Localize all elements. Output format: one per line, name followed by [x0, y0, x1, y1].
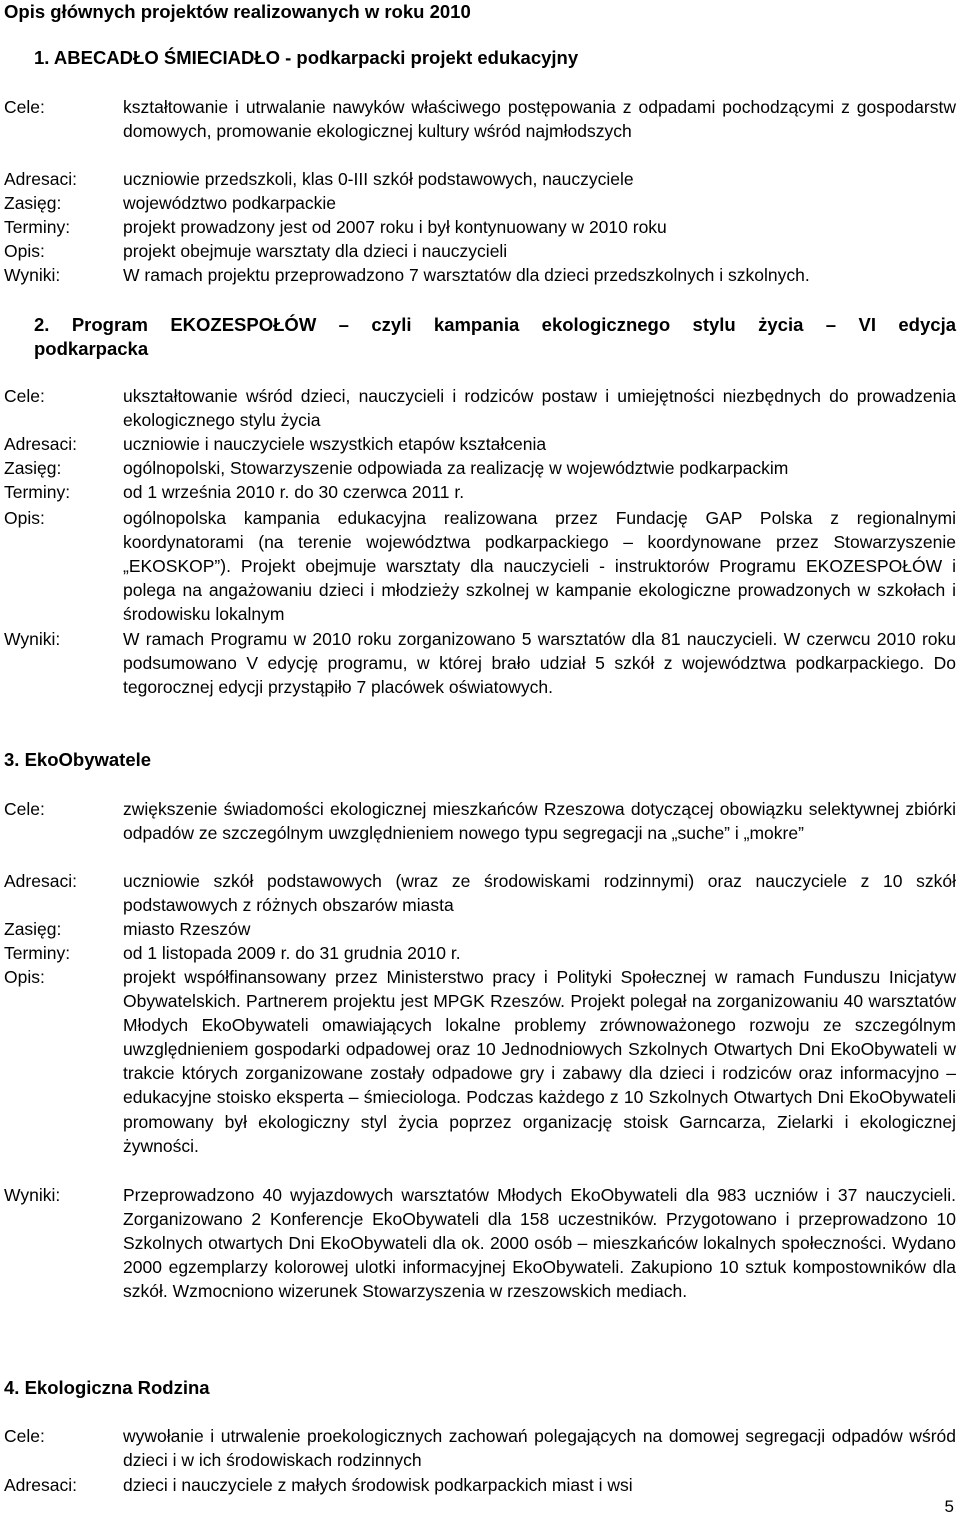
field-opis — [4, 239, 956, 263]
field-wyniki — [4, 627, 956, 699]
field-terminy — [4, 215, 956, 239]
field-value: województwo podkarpackie — [123, 193, 337, 213]
field-label: Zasięg: — [4, 193, 62, 213]
field-value: projekt prowadzony jest od 2007 roku i był kontynuowany w 2010 roku — [123, 217, 667, 237]
section-heading-1: 1. ABECADŁO ŚMIECIADŁO - podkarpacki projekt edukacyjny — [34, 47, 579, 68]
field-label: Opis: — [4, 508, 45, 528]
field-label: Adresaci: — [4, 169, 77, 189]
field-value: ogólnopolska kampania edukacyjna realizowana przez Fundację GAP Polska z regionalnymi koordynatorami (na terenie województwa podkarpackiego – koordynowane przez Stowarzyszenie „EKOSKOP”). Projekt obejmuje warsztaty dla nauczycieli - instruktorów Programu EKOZESPOŁÓW i polega na angażowaniu dzieci i młodzieży szkolnej w kampanie ekologiczne prowadzonych w szkołach i środowisku lokalnym — [123, 508, 956, 625]
field-opis — [4, 965, 956, 1158]
field-label: Wyniki: — [4, 1185, 61, 1205]
field-label: Terminy: — [4, 482, 71, 502]
field-label: Opis: — [4, 241, 45, 261]
field-value: uczniowie i nauczyciele wszystkich etapów kształcenia — [123, 434, 547, 454]
field-value: dzieci i nauczyciele z małych środowisk podkarpackich miast i wsi — [123, 1475, 633, 1495]
field-label: Terminy: — [4, 943, 71, 963]
field-label: Cele: — [4, 799, 45, 819]
field-cele — [4, 95, 956, 143]
section-heading-4: 4. Ekologiczna Rodzina — [4, 1377, 210, 1398]
field-value: W ramach Programu w 2010 roku zorganizowano 5 warsztatów dla 81 nauczycieli. W czerwcu 2010 roku podsumowano V edycję programu, w której brało udział 5 szkół z województwa podkarpackiego. Do tegorocznej edycji przystąpiło 7 placówek oświatowych. — [123, 629, 956, 698]
field-value: ogólnopolski, Stowarzyszenie odpowiada za realizację w województwie podkarpackim — [123, 458, 789, 478]
field-zasieg — [4, 456, 956, 480]
field-zasieg — [4, 917, 956, 941]
field-value: od 1 września 2010 r. do 30 czerwca 2011 r. — [123, 482, 465, 502]
field-label: Adresaci: — [4, 1475, 77, 1495]
field-value: zwiększenie świadomości ekologicznej mieszkańców Rzeszowa dotyczącej obowiązku selektywnej zbiórki odpadów ze szczególnym uwzględnieniem nowego typu segregacji na „suche” i „mokre” — [123, 799, 956, 844]
field-label: Cele: — [4, 97, 45, 117]
section-heading-2-line2: podkarpacka — [34, 338, 149, 359]
field-adresaci — [4, 869, 956, 917]
field-value: ukształtowanie wśród dzieci, nauczycieli i rodziców postaw i umiejętności niezbędnych do prowadzenia ekologicznego stylu życia — [123, 386, 956, 431]
field-value: od 1 listopada 2009 r. do 31 grudnia 2010 r. — [123, 943, 461, 963]
field-value: wywołanie i utrwalenie proekologicznych zachowań polegających na domowej segregacji odpadów wśród dzieci i w ich środowiskach rodzinnych — [123, 1426, 956, 1471]
field-adresaci — [4, 1473, 956, 1497]
field-label: Terminy: — [4, 217, 71, 237]
field-wyniki — [4, 263, 956, 287]
field-value: miasto Rzeszów — [123, 919, 251, 939]
field-label: Zasięg: — [4, 458, 62, 478]
field-opis — [4, 506, 956, 626]
field-label: Adresaci: — [4, 434, 77, 454]
section-heading-3: 3. EkoObywatele — [4, 749, 152, 770]
field-value: projekt współfinansowany przez Ministerstwo pracy i Polityki Społecznej w ramach Funduszu Inicjatyw Obywatelskich. Partnerem projektu jest MPGK Rzeszów. Projekt polegał na zorganizowaniu 40 warsztatów Młodych EkoObywateli omawiających lokalne problemy zrównoważonego rozwoju ze szczególnym uwzględnieniem gospodarki odpadowej oraz 10 Jednodniowych Szkolnych Otwartych Dni EkoObywateli w trakcie których zorganizowane zostały odpadowe gry i zabawy dla dzieci i rodziców oraz informacyjno – edukacyjne stoisko eksperta – śmieciologa. Podczas każdego z 10 Szkolnych Otwartych Dni EkoObywateli promowany był ekologiczny styl życia poprzez organizację stoisk Garncarza, Zielarki i ekologicznej żywności. — [123, 967, 956, 1156]
field-adresaci — [4, 167, 956, 191]
section-heading-2 — [34, 313, 956, 361]
field-value: projekt obejmuje warsztaty dla dzieci i nauczycieli — [123, 241, 508, 261]
field-value: Przeprowadzono 40 wyjazdowych warsztatów Młodych EkoObywateli dla 983 uczniów i 37 nauczycieli. Zorganizowano 2 Konferencje EkoObywateli dla 158 uczestników. Przygotowano i przeprowadzono 10 Szkolnych otwartych Dni EkoObywateli dla ok. 2000 osób – mieszkańców lokalnych społeczności. Wydano 2000 egzemplarzy kolorowej ulotki informacyjnej EkoObywateli. Zakupiono 10 sztuk kompostowników dla szkół. Wzmocniono wizerunek Stowarzyszenia w rzeszowskich mediach. — [123, 1185, 956, 1302]
field-value: W ramach projektu przeprowadzono 7 warsztatów dla dzieci przedszkolnych i szkolnych. — [123, 265, 810, 285]
field-wyniki — [4, 1183, 956, 1303]
field-value: uczniowie przedszkoli, klas 0-III szkół podstawowych, nauczyciele — [123, 169, 634, 189]
field-adresaci — [4, 432, 956, 456]
section-heading-2-line1: 2. Program EKOZESPOŁÓW – czyli kampania ekologicznego stylu życia – VI edycja — [34, 314, 956, 335]
field-value: uczniowie szkół podstawowych (wraz ze środowiskami rodzinnymi) oraz nauczyciele z 10 szkół podstawowych z różnych obszarów miasta — [123, 871, 956, 916]
field-label: Wyniki: — [4, 265, 61, 285]
field-cele — [4, 384, 956, 432]
field-terminy — [4, 480, 956, 504]
field-label: Opis: — [4, 967, 45, 987]
field-value: kształtowanie i utrwalanie nawyków właściwego postępowania z odpadami pochodzącymi z gospodarstw domowych, promowanie ekologicznej kultury wśród najmłodszych — [123, 97, 956, 142]
field-label: Wyniki: — [4, 629, 61, 649]
field-label: Cele: — [4, 386, 45, 406]
field-terminy — [4, 941, 956, 965]
field-zasieg — [4, 191, 956, 215]
page-title: Opis głównych projektów realizowanych w roku 2010 — [4, 1, 471, 22]
field-cele — [4, 1424, 956, 1472]
field-label: Cele: — [4, 1426, 45, 1446]
field-label: Zasięg: — [4, 919, 62, 939]
page-number: 5 — [944, 1497, 954, 1516]
field-label: Adresaci: — [4, 871, 77, 891]
field-cele — [4, 797, 956, 845]
